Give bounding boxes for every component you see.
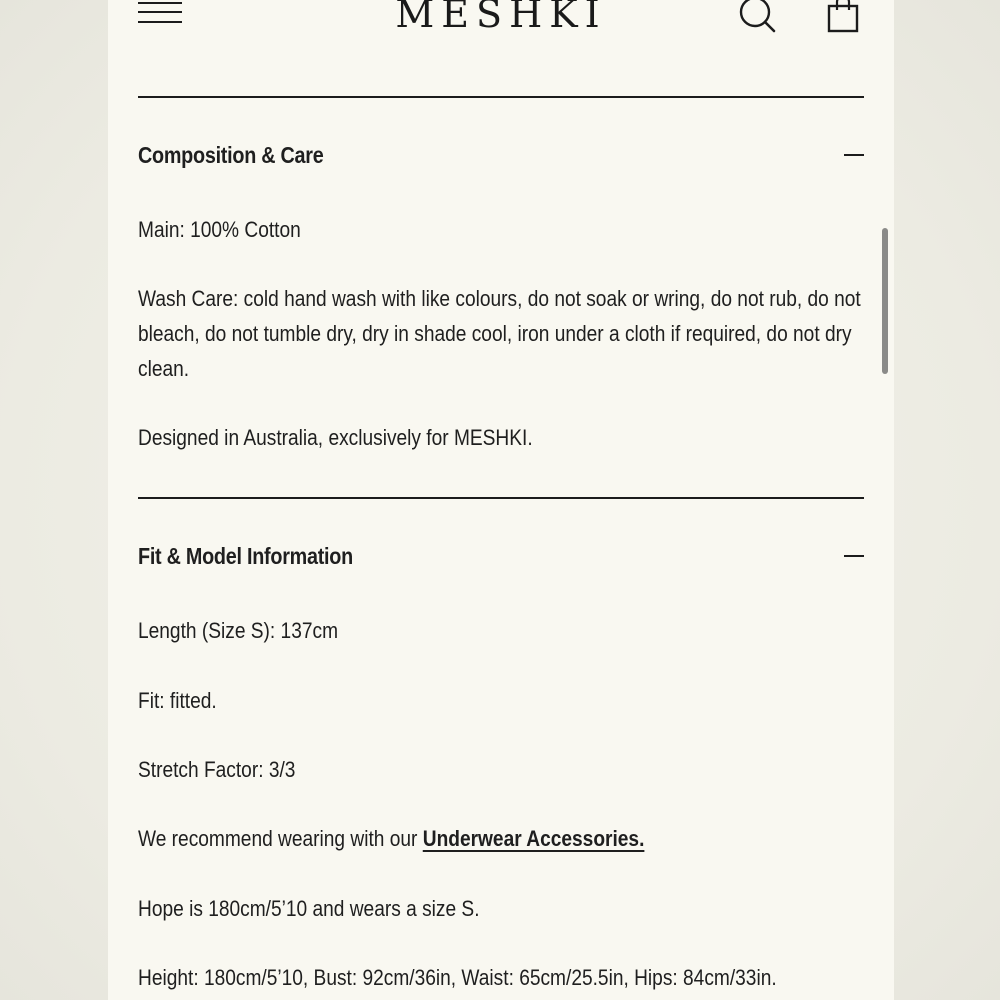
composition-wash-care: Wash Care: cold hand wash with like colours, do not soak or wring, do not rub, do not bleach, do not tumble dry, dry in shade cool, iron under a cloth if required, do not dry clean. [138, 286, 861, 381]
section-title-fit-model-information[interactable]: Fit & Model Information [138, 543, 353, 569]
site-header [108, 0, 894, 50]
model-measurements: Height: 180cm/5’10, Bust: 92cm/36in, Waist: 65cm/25.5in, Hips: 84cm/33in. [138, 965, 777, 990]
fit-type: Fit: fitted. [138, 688, 217, 713]
fit-stretch-factor: Stretch Factor: 3/3 [138, 757, 296, 782]
search-icon[interactable] [738, 0, 776, 34]
composition-main: Main: 100% Cotton [138, 217, 301, 242]
product-details-page [108, 0, 894, 1000]
section-title-composition-care[interactable]: Composition & Care [138, 142, 324, 168]
fit-recommendation-text: We recommend wearing with our [138, 826, 423, 851]
underwear-accessories-link[interactable]: Underwear Accessories. [422, 826, 645, 851]
fit-length: Length (Size S): 137cm [138, 618, 339, 643]
collapse-icon[interactable] [844, 154, 864, 156]
brand-logo[interactable]: MESHKI [395, 0, 607, 36]
model-size-info: Hope is 180cm/5’10 and wears a size S. [138, 896, 480, 921]
section-divider [138, 96, 864, 98]
composition-designed-in: Designed in Australia, exclusively for MESHKI. [138, 425, 533, 450]
shopping-bag-icon[interactable] [826, 0, 860, 34]
scrollbar-thumb[interactable] [882, 228, 888, 374]
section-divider [138, 497, 864, 499]
collapse-icon[interactable] [844, 555, 864, 557]
fit-recommendation [138, 821, 865, 856]
